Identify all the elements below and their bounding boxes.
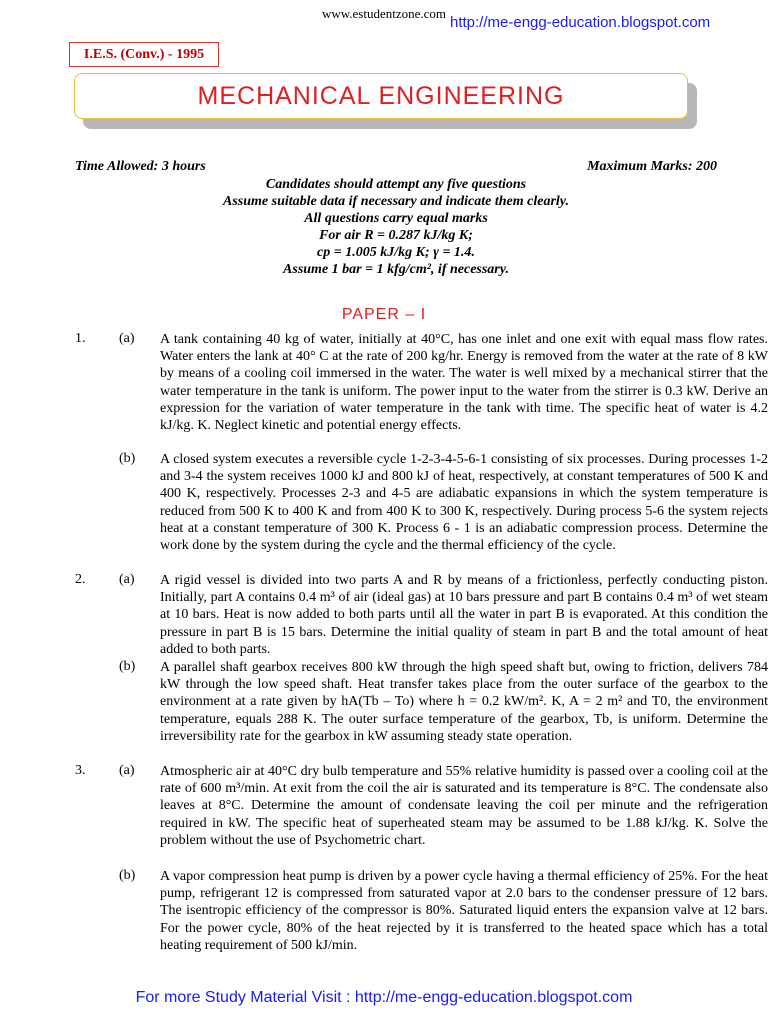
instruction-line: Assume suitable data if necessary and indicate them clearly.: [223, 194, 569, 209]
question-number: 2.: [75, 572, 86, 587]
question-text: A closed system executes a reversible cycle 1-2-3-4-5-6-1 consisting of six processes. During processes 1-2 and 3-4 the system receives 1000 kJ and 800 kJ of heat, respectively, at constant temperatures of 500 K and 400 K, respectively. Processes 2-3 and 4-5 are adiabatic expansions in which the system temperature is reduced from 500 K to 400 K and from 400 K to 300 K, respectively. During process 5-6 the system rejects heat at a constant temperature of 300 K. Process 6 - 1 is an adiabatic compression process. Determine the work done by the system during the cycle and the thermal efficiency of the cycle.: [160, 452, 768, 554]
instruction-line: cp = 1.005 kJ/kg K; γ = 1.4.: [317, 245, 475, 260]
paper-title: PAPER – I: [341, 306, 427, 323]
question-part: (b): [119, 451, 136, 466]
question-text: Atmospheric air at 40°C dry bulb temperature and 55% relative humidity is passed over a cooling coil at the rate of 600 m³/min. At exit from the coil the air is saturated and its temperature is 8°C. The condensate also leaves at 8°C. Determine the amount of condensate leaving the coil per minute and the refrigeration required in kW. The specific heat of superheated steam may be assumed to be 1.88 kJ/kg. K. Solve the problem without the use of Psychometric chart.: [160, 764, 768, 848]
blog-link[interactable]: http://me-engg-education.blogspot.com: [450, 14, 711, 31]
site-url: www.estudentzone.com: [321, 6, 447, 21]
question-part: (b): [119, 659, 136, 674]
time-allowed: Time Allowed: 3 hours: [75, 159, 206, 174]
maximum-marks: Maximum Marks: 200: [587, 159, 717, 174]
subject-banner: MECHANICAL ENGINEERING: [74, 73, 688, 119]
question-part: (a): [119, 763, 135, 778]
question-text: A rigid vessel is divided into two parts A and R by means of a frictionless, perfectly conducting piston. Initially, part A contains 0.4 m³ of air (ideal gas) at 10 bars pressure and part B contains 0.4 m³ of wet steam at 10 bars. Heat is now added to both parts until all the water in part B is evaporated. At this condition the pressure in part B is 15 bars. Determine the initial quality of steam in part B and the total amount of heat added to both parts.: [160, 573, 768, 657]
instruction-line: Assume 1 bar = 1 kfg/cm², if necessary.: [283, 262, 509, 277]
question-number: 3.: [75, 763, 86, 778]
question-text: A parallel shaft gearbox receives 800 kW through the high speed shaft but, owing to friction, delivers 784 kW through the low speed shaft. Heat transfer takes place from the outer surface of the gearbox to the environment at a rate given by hA(Tb – To) where h = 0.2 kW/m². K, A = 2 m² and T0, the environment temperature, equals 288 K. The outer surface temperature of the gearbox, Tb, is uniform. Determine the irreversibility rate for the gearbox in kW assuming steady state operation.: [160, 660, 768, 744]
exam-meta: [75, 159, 717, 175]
question-number: 1.: [75, 331, 86, 346]
instructions: [75, 176, 717, 278]
footer-link[interactable]: For more Study Material Visit : http://me-engg-education.blogspot.com: [135, 989, 633, 1006]
instruction-line: Candidates should attempt any five questions: [265, 177, 527, 192]
question-part: (a): [119, 572, 135, 587]
question-text: A tank containing 40 kg of water, initially at 40°C, has one inlet and one exit with equal mass flow rates. Water enters the lank at 40° C at the rate of 200 kg/hr. Energy is removed from the water at the rate of 8 kW by means of a cooling coil immersed in the water. The water is well mixed by a mechanical stirrer that the water temperature in the tank is uniform. The power input to the water from the stirrer is 0.3 kW. Derive an expression for the variation of water temperature in the tank with time. The specific heat of water is 4.2 kJ/kg. K. Neglect kinetic and potential energy effects.: [160, 332, 768, 434]
question-part: (b): [119, 868, 136, 883]
exam-tag: I.E.S. (Conv.) - 1995: [69, 42, 219, 67]
instruction-line: All questions carry equal marks: [304, 211, 488, 226]
question-text: A vapor compression heat pump is driven by a power cycle having a thermal efficiency of 25%. For the heat pump, refrigerant 12 is compressed from saturated vapor at 2.0 bars to the condenser pressure of 12 bars. The isentropic efficiency of the compressor is 80%. Saturated liquid enters the expansion valve at 12 bars. For the power cycle, 80% of the heat rejected by it is transferred to the heated space which has a total heating requirement of 500 kJ/min.: [160, 869, 768, 953]
instruction-line: For air R = 0.287 kJ/kg K;: [319, 228, 473, 243]
question-part: (a): [119, 331, 135, 346]
